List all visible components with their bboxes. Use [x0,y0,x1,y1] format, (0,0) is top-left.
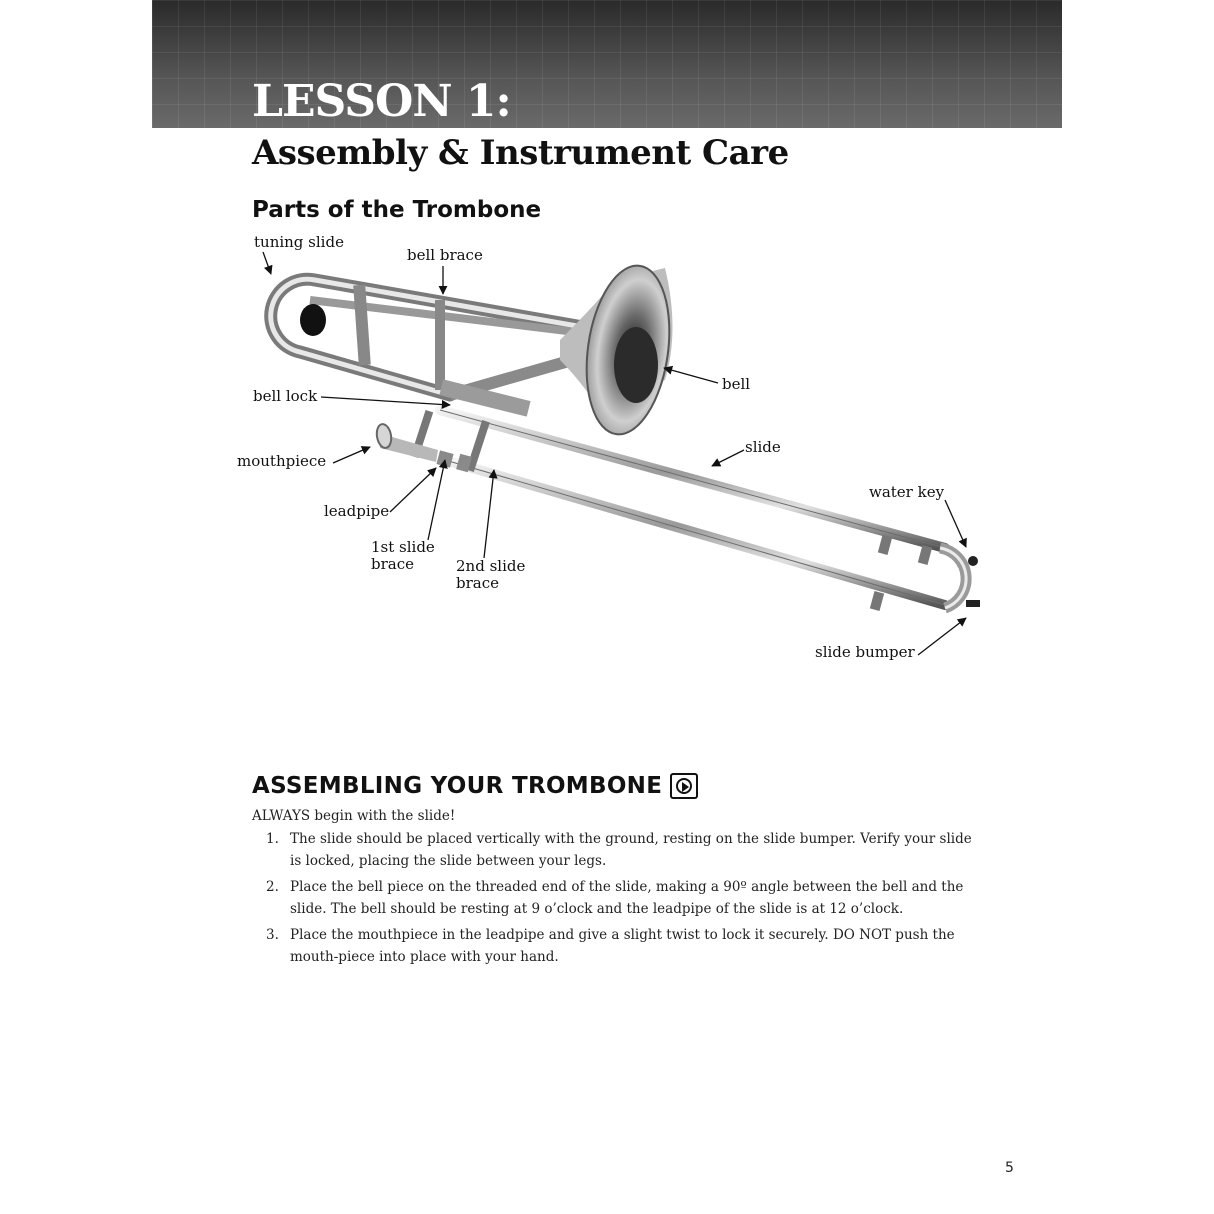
lesson-subtitle: Assembly & Instrument Care [252,133,789,173]
play-video-icon[interactable] [670,773,698,799]
label-bell: bell [722,375,751,393]
assembly-steps [252,828,987,972]
arrow-bell-lock [321,397,450,405]
arrow-1st-slide-brace [428,460,445,540]
label-leadpipe: leadpipe [324,502,390,520]
page-number: 5 [1005,1160,1014,1176]
lesson-title: LESSON 1: [252,76,511,127]
label-bell-brace: bell brace [407,246,483,264]
label-1st-slide-brace-line1: 1st slide [371,538,435,556]
arrow-slide [712,450,744,466]
label-2nd-slide-brace-line2: brace [456,574,499,592]
arrow-bell [664,368,718,383]
list-item [252,876,987,920]
list-item [252,924,987,968]
assembling-heading [252,770,698,802]
step-text: The slide should be placed vertically with the ground, resting on the slide bumper. Verify your slide is locked, placing the slide between your legs. [290,831,972,869]
label-water-key: water key [869,483,945,501]
arrow-2nd-slide-brace [484,470,494,558]
step-text: Place the mouthpiece in the leadpipe and give a slight twist to lock it securely. DO NOT push the mouth-piece into place with your hand. [290,927,955,965]
label-slide-bumper: slide bumper [815,643,915,661]
arrow-water-key [945,500,966,547]
arrow-leadpipe [390,468,436,512]
label-1st-slide-brace-line2: brace [371,555,414,573]
step-number: 1. [266,831,279,847]
label-slide: slide [745,438,781,456]
label-tuning-slide: tuning slide [254,233,344,251]
list-item [252,828,987,872]
step-text: Place the bell piece on the threaded end of the slide, making a 90º angle between the bell and the slide. The bell should be resting at 9 o’clock and the leadpipe of the slide is at 12 o’clock. [290,879,964,917]
assembling-heading-text: ASSEMBLING YOUR TROMBONE [252,773,663,799]
label-2nd-slide-brace-line1: 2nd slide [456,557,526,575]
parts-heading: Parts of the Trombone [252,197,542,223]
label-mouthpiece: mouthpiece [237,452,327,470]
arrow-slide-bumper [918,618,966,655]
assembly-intro: ALWAYS begin with the slide! [252,808,456,824]
arrow-mouthpiece [333,447,370,463]
arrow-tuning-slide [263,252,271,274]
step-number: 2. [266,879,279,895]
step-number: 3. [266,927,279,943]
label-bell-lock: bell lock [253,387,318,405]
